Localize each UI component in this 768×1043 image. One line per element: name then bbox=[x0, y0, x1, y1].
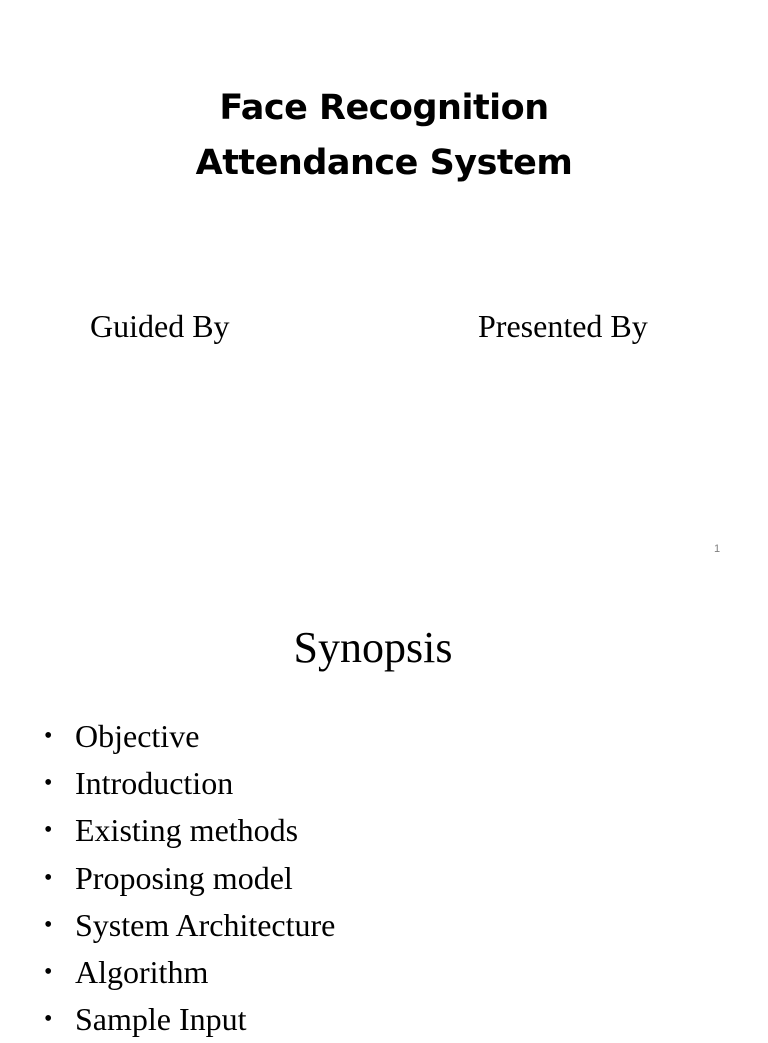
bullet-icon: • bbox=[44, 723, 53, 750]
bullet-item-introduction bbox=[44, 760, 335, 807]
bullet-icon: • bbox=[44, 817, 53, 844]
bullet-text: Objective bbox=[75, 718, 200, 755]
synopsis-slide bbox=[0, 576, 768, 1038]
bullet-item-system-architecture bbox=[44, 902, 335, 949]
bullet-item-existing-methods bbox=[44, 807, 335, 854]
synopsis-bullet-list bbox=[44, 713, 335, 1043]
presented-by-label: Presented By bbox=[478, 308, 648, 344]
bullet-icon: • bbox=[44, 911, 53, 938]
synopsis-title: Synopsis bbox=[293, 623, 453, 672]
bullet-text: Proposing model bbox=[75, 859, 293, 896]
bullet-text: Sample Input bbox=[75, 1001, 247, 1038]
slide-page-number: 1 bbox=[714, 543, 721, 555]
slide-title-line-2: Attendance System bbox=[195, 143, 573, 183]
bullet-item-algorithm bbox=[44, 949, 335, 996]
bullet-item-sample-input bbox=[44, 996, 335, 1043]
bullet-text: Introduction bbox=[75, 765, 234, 802]
bullet-icon: • bbox=[44, 864, 53, 891]
bullet-text: Existing methods bbox=[75, 812, 299, 849]
bullet-item-objective bbox=[44, 713, 335, 760]
slide-title-line-1: Face Recognition bbox=[219, 88, 549, 128]
guided-by-label: Guided By bbox=[90, 308, 230, 344]
bullet-icon: • bbox=[44, 770, 53, 797]
bullet-item-proposing-model bbox=[44, 855, 335, 902]
bullet-text: System Architecture bbox=[75, 906, 336, 943]
bullet-icon: • bbox=[44, 1006, 53, 1033]
bullet-text: Algorithm bbox=[75, 954, 209, 991]
bullet-icon: • bbox=[44, 959, 53, 986]
